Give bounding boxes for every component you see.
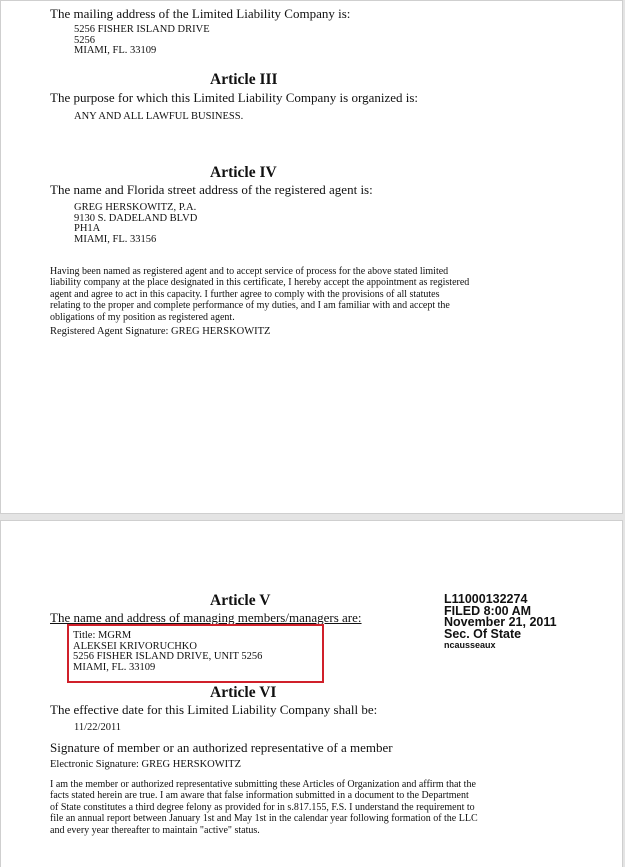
mailing-address-lead: The mailing address of the Limited Liability Company is: [50,6,351,21]
electronic-signature: Electronic Signature: GREG HERSKOWITZ [50,759,241,770]
acceptance-line: Having been named as registered agent and to accept service of process for the above stated limited [50,266,449,277]
registered-agent-line: GREG HERSKOWITZ, P.A. [74,202,197,213]
agent-acceptance-paragraph [50,266,570,323]
article-6-heading: Article VI [210,684,277,701]
affirmation-line: and every year thereafter to maintain "active" status. [50,824,260,836]
manager-member-block [73,631,262,673]
article-3-heading: Article III [210,71,278,88]
effective-date: 11/22/2011 [74,722,122,733]
mailing-address-block [74,25,210,57]
registered-agent-signature: Registered Agent Signature: GREG HERSKOWITZ [50,326,271,337]
acceptance-line: obligations of my position as registered agent. [50,311,235,323]
registered-agent-line: PH1A [74,223,101,234]
registered-agent-line: 9130 S. DADELAND BLVD [74,212,198,224]
mailing-address-line: MIAMI, FL. 33109 [74,45,157,56]
mailing-address-line: 5256 [74,34,95,46]
article-3-lead: The purpose for which this Limited Liability Company is organized is: [50,90,419,105]
business-purpose: ANY AND ALL LAWFUL BUSINESS. [74,111,244,122]
registered-agent-line: MIAMI, FL. 33156 [74,233,157,245]
affirmation-paragraph [50,779,570,836]
acceptance-line: relating to the proper and complete performance of my duties, and I am familiar with and accept the [50,300,450,312]
registered-agent-block [74,203,197,245]
article-5-heading: Article V [210,592,271,609]
filing-office: Sec. Of State [444,626,522,641]
article-6-lead: The effective date for this Limited Liability Company shall be: [50,702,378,717]
affirmation-line: facts stated herein are true. I am aware that false information submitted in a document to the Department [50,790,469,802]
affirmation-line: of State constitutes a third degree felony as provided for in s.817.155, F.S. I understand the requirement to [50,801,475,813]
acceptance-line: liability company at the place designated in this certificate, I hereby accept the appointment as registered [50,277,470,289]
article-5-lead: The name and address of managing members/managers are: [50,610,362,625]
filing-user: ncausseaux [444,640,496,650]
filing-stamp [444,594,557,650]
signature-lead: Signature of member or an authorized representative of a member [50,740,393,755]
filing-date: November 21, 2011 [444,615,557,629]
filing-document-number: L11000132274 [444,592,528,606]
member-name: ALEKSEI KRIVORUCHKO [73,640,197,652]
filing-time: FILED 8:00 AM [444,603,532,618]
article-4-lead: The name and Florida street address of the registered agent is: [50,182,373,197]
article-4-heading: Article IV [210,164,277,181]
affirmation-line: I am the member or authorized representative submitting these Articles of Organization and affirm that the [50,779,476,790]
member-address-line: 5256 FISHER ISLAND DRIVE, UNIT 5256 [73,651,263,662]
acceptance-line: agent and agree to act in this capacity. I further agree to comply with the provisions of all statutes [50,288,440,300]
member-address-line: MIAMI, FL. 33109 [73,661,156,673]
mailing-address-line: 5256 FISHER ISLAND DRIVE [74,24,210,35]
affirmation-line: file an annual report between January 1st and May 1st in the calendar year following formation of the LLC [50,813,478,825]
member-title: Title: MGRM [73,630,132,641]
